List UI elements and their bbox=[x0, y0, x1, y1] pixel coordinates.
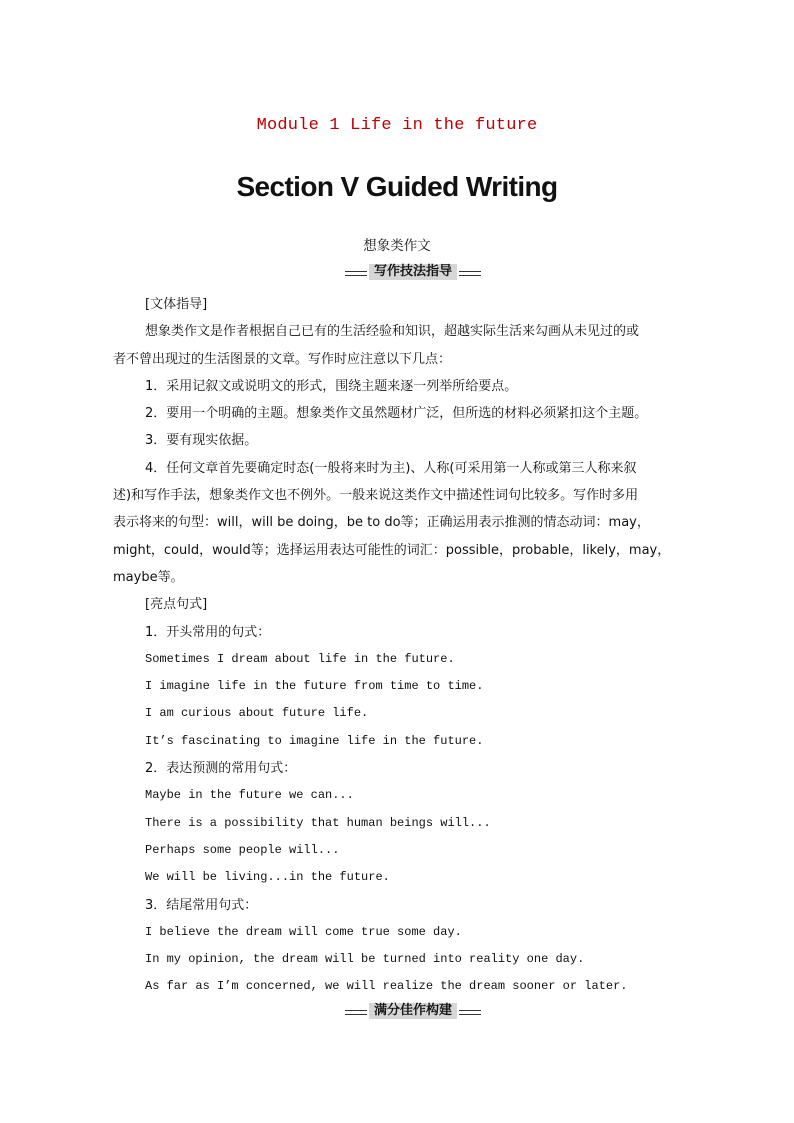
opening-sentence: I am curious about future life. bbox=[145, 706, 369, 721]
prediction-sentence: Perhaps some people will... bbox=[145, 842, 340, 857]
genre-point-2: 2．要用一个明确的主题。想象类作文虽然题材广泛，但所选的材料必须紧扣这个主题。 bbox=[145, 406, 648, 422]
sentences-heading: [亮点句式] bbox=[145, 597, 208, 613]
genre-point-4-line5: maybe等。 bbox=[113, 569, 184, 585]
genre-heading: [文体指导] bbox=[145, 297, 208, 312]
banner-label: 满分佳作构建 bbox=[367, 1003, 459, 1019]
opening-sentence: I imagine life in the future from time to time. bbox=[145, 679, 484, 694]
subtitle: 想象类作文 bbox=[363, 238, 431, 254]
prediction-sentence: There is a possibility that human beings will... bbox=[145, 815, 491, 830]
genre-intro-line1: 想象类作文是作者根据自己已有的生活经验和知识，超越实际生活来勾画从未见过的或 bbox=[145, 324, 640, 340]
opening-sentence: It’s fascinating to imagine life in the future. bbox=[145, 733, 484, 748]
prediction-title: 2．表达预测的常用句式： bbox=[145, 761, 297, 777]
banner-label: 写作技法指导 bbox=[367, 264, 459, 280]
genre-point-4-line2: 述)和写作手法，想象类作文也不例外。一般来说这类作文中描述性词句比较多。写作时多用 bbox=[113, 488, 639, 504]
genre-intro-line2: 者不曾出现过的生活图景的文章。写作时应注意以下几点： bbox=[113, 351, 452, 367]
ending-title: 3．结尾常用句式： bbox=[145, 897, 258, 913]
prediction-sentence: Maybe in the future we can... bbox=[145, 788, 354, 803]
banner-model-essay bbox=[345, 1003, 481, 1019]
opening-sentence: Sometimes I dream about life in the future. bbox=[145, 651, 455, 666]
genre-point-3: 3．要有现实依据。 bbox=[145, 433, 258, 449]
genre-point-4-line1: 4．任何文章首先要确定时态(一般将来时为主)、人称(可采用第一人称或第三人称来叙 bbox=[145, 460, 637, 476]
opening-title: 1．开头常用的句式： bbox=[145, 624, 271, 640]
prediction-sentence: We will be living...in the future. bbox=[145, 870, 390, 885]
genre-point-4-line3: 表示将来的句型：will，will be doing，be to do等；正确运用表示推测的情态动词：may， bbox=[113, 515, 650, 531]
module-title: Module 1 Life in the future bbox=[256, 116, 538, 135]
genre-point-4-line4: might，could，would等；选择运用表达可能性的词汇：possible，probable，likely，may， bbox=[113, 542, 671, 558]
section-title: Section V Guided Writing bbox=[236, 171, 558, 202]
ending-sentence: In my opinion, the dream will be turned into reality one day. bbox=[145, 952, 585, 967]
banner-writing-tips bbox=[345, 264, 481, 280]
ending-sentence: I believe the dream will come true some day. bbox=[145, 924, 462, 939]
main-content bbox=[113, 291, 683, 1001]
genre-point-1: 1．采用记叙文或说明文的形式，围绕主题来逐一列举所给要点。 bbox=[145, 378, 518, 394]
ending-sentence: As far as I’m concerned, we will realize the dream sooner or later. bbox=[145, 979, 628, 994]
